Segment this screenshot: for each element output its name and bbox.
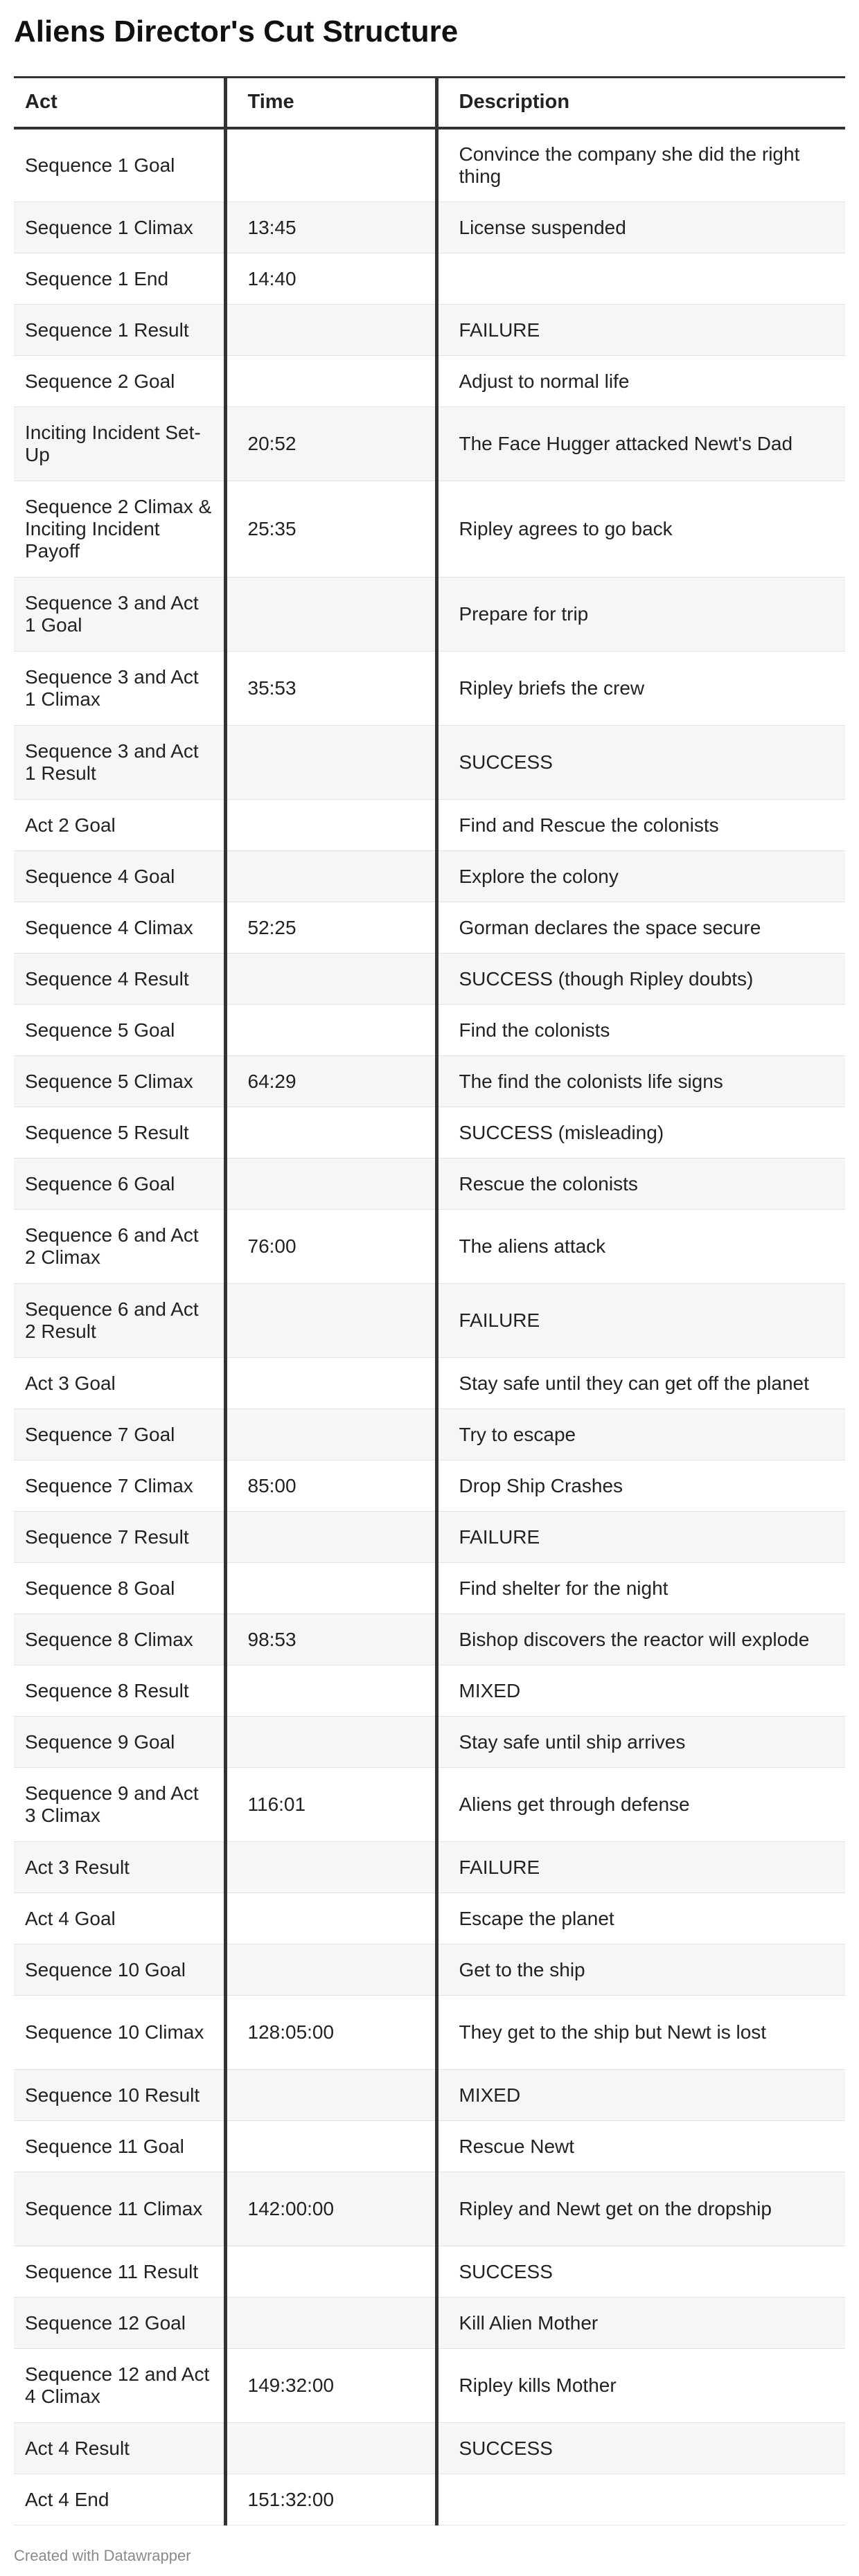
table-row (14, 1284, 845, 1358)
description-cell: SUCCESS (436, 2246, 845, 2298)
act-cell: Sequence 8 Climax (14, 1614, 225, 1665)
time-cell (225, 2121, 436, 2172)
time-cell (225, 800, 436, 851)
table-row (14, 1717, 845, 1768)
table-row (14, 481, 845, 578)
footer-credit: Created with Datawrapper (14, 2547, 191, 2564)
structure-table (14, 76, 845, 2525)
description-cell: The Face Hugger attacked Newt's Dad (436, 407, 845, 481)
table-row (14, 2246, 845, 2298)
description-cell: SUCCESS (misleading) (436, 1107, 845, 1159)
description-cell: The aliens attack (436, 1210, 845, 1284)
table-row (14, 652, 845, 726)
header-row (14, 78, 845, 128)
description-cell: FAILURE (436, 1842, 845, 1893)
time-cell: 13:45 (225, 202, 436, 253)
description-cell: Explore the colony (436, 851, 845, 902)
act-cell: Sequence 6 Goal (14, 1159, 225, 1210)
table-body (14, 128, 845, 2525)
time-cell (225, 1159, 436, 1210)
act-cell: Sequence 10 Result (14, 2070, 225, 2121)
time-cell: 85:00 (225, 1460, 436, 1512)
table-row (14, 726, 845, 800)
description-cell: They get to the ship but Newt is lost (436, 1996, 845, 2070)
time-cell: 142:00:00 (225, 2172, 436, 2246)
table-row (14, 1159, 845, 1210)
table-row (14, 1210, 845, 1284)
time-cell (225, 2070, 436, 2121)
act-cell: Sequence 7 Result (14, 1512, 225, 1563)
act-cell: Sequence 7 Climax (14, 1460, 225, 1512)
act-cell: Sequence 10 Goal (14, 1944, 225, 1996)
time-cell: 64:29 (225, 1056, 436, 1107)
table-row (14, 1614, 845, 1665)
act-cell: Sequence 5 Climax (14, 1056, 225, 1107)
table-row (14, 851, 845, 902)
description-cell: Convince the company she did the right thing (436, 128, 845, 202)
table-row (14, 253, 845, 305)
description-cell (436, 253, 845, 305)
description-cell: Prepare for trip (436, 578, 845, 652)
table-row (14, 1842, 845, 1893)
table-row (14, 2121, 845, 2172)
time-cell (225, 1842, 436, 1893)
description-cell: Ripley agrees to go back (436, 481, 845, 578)
act-cell: Act 2 Goal (14, 800, 225, 851)
description-cell: Drop Ship Crashes (436, 1460, 845, 1512)
description-cell: MIXED (436, 1665, 845, 1717)
table-row (14, 1563, 845, 1614)
time-cell (225, 2298, 436, 2349)
time-cell (225, 1284, 436, 1358)
act-cell: Sequence 10 Climax (14, 1996, 225, 2070)
table-row (14, 305, 845, 356)
description-cell: Find the colonists (436, 1005, 845, 1056)
description-cell: Try to escape (436, 1409, 845, 1460)
table-row (14, 1665, 845, 1717)
description-cell: Escape the planet (436, 1893, 845, 1944)
time-cell: 149:32:00 (225, 2349, 436, 2423)
description-cell: Rescue Newt (436, 2121, 845, 2172)
act-cell: Sequence 9 Goal (14, 1717, 225, 1768)
time-cell (225, 305, 436, 356)
time-cell (225, 851, 436, 902)
act-cell: Sequence 3 and Act 1 Climax (14, 652, 225, 726)
table-row (14, 954, 845, 1005)
table-row (14, 407, 845, 481)
act-cell: Sequence 6 and Act 2 Result (14, 1284, 225, 1358)
description-cell: SUCCESS (436, 726, 845, 800)
table-row (14, 202, 845, 253)
time-cell (225, 356, 436, 407)
act-cell: Sequence 8 Goal (14, 1563, 225, 1614)
table-row (14, 1409, 845, 1460)
time-cell: 98:53 (225, 1614, 436, 1665)
act-cell: Act 3 Result (14, 1842, 225, 1893)
table-row (14, 1996, 845, 2070)
time-cell (225, 1563, 436, 1614)
table-row (14, 800, 845, 851)
table-row (14, 1358, 845, 1409)
time-cell: 14:40 (225, 253, 436, 305)
time-cell (225, 726, 436, 800)
time-cell (225, 954, 436, 1005)
act-cell: Sequence 4 Climax (14, 902, 225, 954)
act-cell: Sequence 11 Result (14, 2246, 225, 2298)
description-cell: MIXED (436, 2070, 845, 2121)
time-cell (225, 1005, 436, 1056)
act-cell: Act 4 Result (14, 2423, 225, 2474)
time-cell (225, 1107, 436, 1159)
time-cell: 151:32:00 (225, 2474, 436, 2525)
description-cell: Ripley and Newt get on the dropship (436, 2172, 845, 2246)
table-row (14, 1768, 845, 1842)
act-cell: Sequence 5 Result (14, 1107, 225, 1159)
description-cell: Adjust to normal life (436, 356, 845, 407)
structure-table-container (14, 76, 845, 2525)
time-cell: 25:35 (225, 481, 436, 578)
column-header-description[interactable]: Description (436, 78, 845, 128)
act-cell: Sequence 2 Goal (14, 356, 225, 407)
act-cell: Sequence 1 Climax (14, 202, 225, 253)
time-cell (225, 2246, 436, 2298)
description-cell: The find the colonists life signs (436, 1056, 845, 1107)
table-row (14, 2070, 845, 2121)
description-cell: Ripley kills Mother (436, 2349, 845, 2423)
description-cell (436, 2474, 845, 2525)
act-cell: Sequence 3 and Act 1 Result (14, 726, 225, 800)
table-row (14, 128, 845, 202)
act-cell: Sequence 12 and Act 4 Climax (14, 2349, 225, 2423)
description-cell: License suspended (436, 202, 845, 253)
time-cell: 35:53 (225, 652, 436, 726)
description-cell: SUCCESS (though Ripley doubts) (436, 954, 845, 1005)
act-cell: Sequence 4 Result (14, 954, 225, 1005)
description-cell: Gorman declares the space secure (436, 902, 845, 954)
description-cell: Find and Rescue the colonists (436, 800, 845, 851)
time-cell (225, 128, 436, 202)
table-row (14, 1512, 845, 1563)
act-cell: Sequence 1 Goal (14, 128, 225, 202)
column-header-act[interactable]: Act (25, 91, 57, 114)
table-row (14, 578, 845, 652)
description-cell: Rescue the colonists (436, 1159, 845, 1210)
act-cell: Sequence 8 Result (14, 1665, 225, 1717)
table-row (14, 1056, 845, 1107)
table-row (14, 2298, 845, 2349)
description-cell: Find shelter for the night (436, 1563, 845, 1614)
act-cell: Sequence 4 Goal (14, 851, 225, 902)
time-cell (225, 1409, 436, 1460)
column-header-time[interactable]: Time (225, 78, 436, 128)
description-cell: FAILURE (436, 305, 845, 356)
table-row (14, 1005, 845, 1056)
act-cell: Act 4 End (14, 2474, 225, 2525)
time-cell (225, 1717, 436, 1768)
description-cell: Aliens get through defense (436, 1768, 845, 1842)
time-cell: 76:00 (225, 1210, 436, 1284)
act-cell: Sequence 9 and Act 3 Climax (14, 1768, 225, 1842)
time-cell (225, 2423, 436, 2474)
time-cell: 20:52 (225, 407, 436, 481)
act-cell: Sequence 1 End (14, 253, 225, 305)
description-cell: Bishop discovers the reactor will explode (436, 1614, 845, 1665)
table-row (14, 2474, 845, 2525)
time-cell (225, 1358, 436, 1409)
table-row (14, 1944, 845, 1996)
act-cell: Act 3 Goal (14, 1358, 225, 1409)
act-cell: Sequence 1 Result (14, 305, 225, 356)
act-cell: Sequence 6 and Act 2 Climax (14, 1210, 225, 1284)
time-cell: 116:01 (225, 1768, 436, 1842)
act-cell: Sequence 5 Goal (14, 1005, 225, 1056)
page-title: Aliens Director's Cut Structure (14, 15, 459, 48)
act-cell: Sequence 7 Goal (14, 1409, 225, 1460)
time-cell (225, 1512, 436, 1563)
table-row (14, 356, 845, 407)
time-cell: 52:25 (225, 902, 436, 954)
description-cell: Kill Alien Mother (436, 2298, 845, 2349)
time-cell (225, 1893, 436, 1944)
table-row (14, 1107, 845, 1159)
description-cell: Stay safe until ship arrives (436, 1717, 845, 1768)
description-cell: FAILURE (436, 1512, 845, 1563)
act-cell: Act 4 Goal (14, 1893, 225, 1944)
description-cell: FAILURE (436, 1284, 845, 1358)
act-cell: Sequence 11 Goal (14, 2121, 225, 2172)
time-cell (225, 1944, 436, 1996)
table-row (14, 1893, 845, 1944)
act-cell: Sequence 11 Climax (14, 2172, 225, 2246)
act-cell: Sequence 12 Goal (14, 2298, 225, 2349)
act-cell: Sequence 2 Climax & Inciting Incident Payoff (14, 481, 225, 578)
table-row (14, 902, 845, 954)
time-cell (225, 1665, 436, 1717)
time-cell (225, 578, 436, 652)
description-cell: Stay safe until they can get off the planet (436, 1358, 845, 1409)
description-cell: SUCCESS (436, 2423, 845, 2474)
table-row (14, 2172, 845, 2246)
time-cell: 128:05:00 (225, 1996, 436, 2070)
act-cell: Sequence 3 and Act 1 Goal (14, 578, 225, 652)
description-cell: Ripley briefs the crew (436, 652, 845, 726)
act-cell: Inciting Incident Set-Up (14, 407, 225, 481)
table-row (14, 1460, 845, 1512)
table-row (14, 2423, 845, 2474)
table-header (14, 78, 845, 128)
table-row (14, 2349, 845, 2423)
description-cell: Get to the ship (436, 1944, 845, 1996)
